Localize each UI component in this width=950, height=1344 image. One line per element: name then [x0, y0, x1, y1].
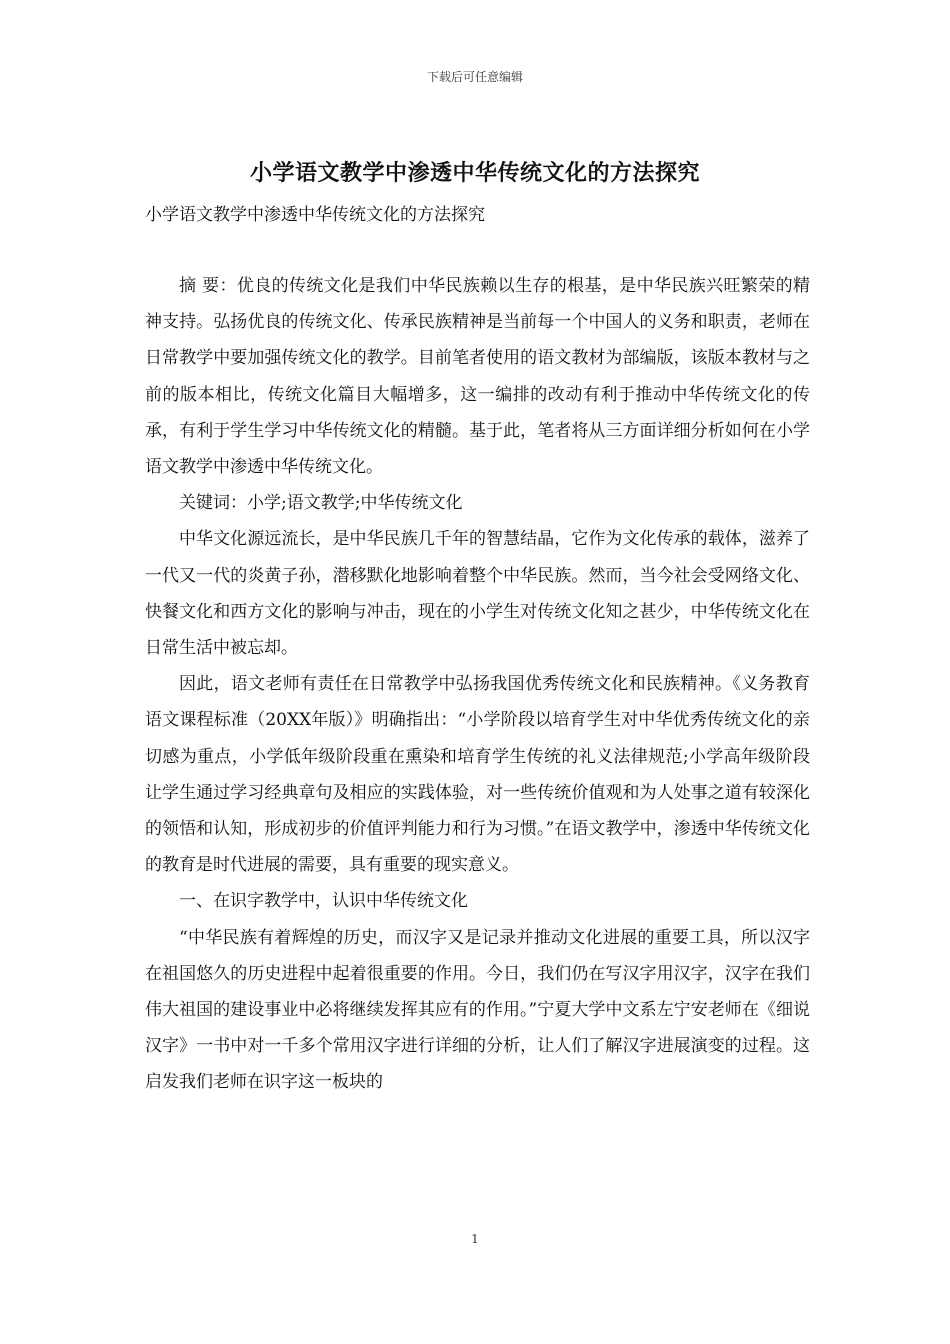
subtitle: 小学语文教学中渗透中华传统文化的方法探究 [145, 205, 485, 225]
page-number: 1 [471, 1232, 479, 1246]
body-paragraph: 中华文化源远流长，是中华民族几千年的智慧结晶，它作为文化传承的载体，滋养了一代又一代的炎黄子孙，潜移默化地影响着整个中华民族。然而，当今社会受网络文化、快餐文化和西方文化的影响与冲击，现在的小学生对传统文化知之甚少，中华传统文化在日常生活中被忘却。 [145, 529, 810, 659]
body-paragraph: “中华民族有着辉煌的历史，而汉字又是记录并推动文化进展的重要工具，所以汉字在祖国悠久的历史进程中起着很重要的作用。今日，我们仍在写汉字用汉字，汉字在我们伟大祖国的建设事业中必将继续发挥其应有的作用。”宁夏大学中文系左宁安老师在《细说汉字》一书中对一千多个常用汉字进行详细的分析，让人们了解汉字进展演变的过程。这启发我们老师在识字这一板块的 [145, 927, 810, 1093]
header-note: 下载后可任意编辑 [426, 70, 523, 84]
section-heading: 一、在识字教学中，认识中华传统文化 [179, 891, 468, 912]
body-paragraph: 因此，语文老师有责任在日常教学中弘扬我国优秀传统文化和民族精神。《义务教育语文课程标准（20XX年版）》明确指出：“小学阶段以培育学生对中华优秀传统文化的亲切感为重点，小学低年级阶段重在熏染和培育学生传统的礼义法律规范;小学高年级阶段让学生通过学习经典章句及相应的实践体验，对一些传统价值观和为人处事之道有较深化的领悟和认知，形成初步的价值评判能力和行为习惯。”在语文教学中，渗透中华传统文化的教育是时代进展的需要，具有重要的现实意义。 [145, 674, 810, 876]
keywords-paragraph: 关键词：小学;语文教学;中华传统文化 [179, 493, 463, 514]
abstract-paragraph: 摘 要：优良的传统文化是我们中华民族赖以生存的根基，是中华民族兴旺繁荣的精神支持。弘扬优良的传统文化、传承民族精神是当前每一个中国人的义务和职责，老师在日常教学中要加强传统文化的教学。目前笔者使用的语文教材为部编版，该版本教材与之前的版本相比，传统文化篇目大幅增多，这一编排的改动有利于推动中华传统文化的传承，有利于学生学习中华传统文化的精髓。基于此，笔者将从三方面详细分析如何在小学语文教学中渗透中华传统文化。 [145, 276, 810, 478]
page-title: 小学语文教学中渗透中华传统文化的方法探究 [249, 160, 700, 186]
body-text [145, 268, 810, 1101]
